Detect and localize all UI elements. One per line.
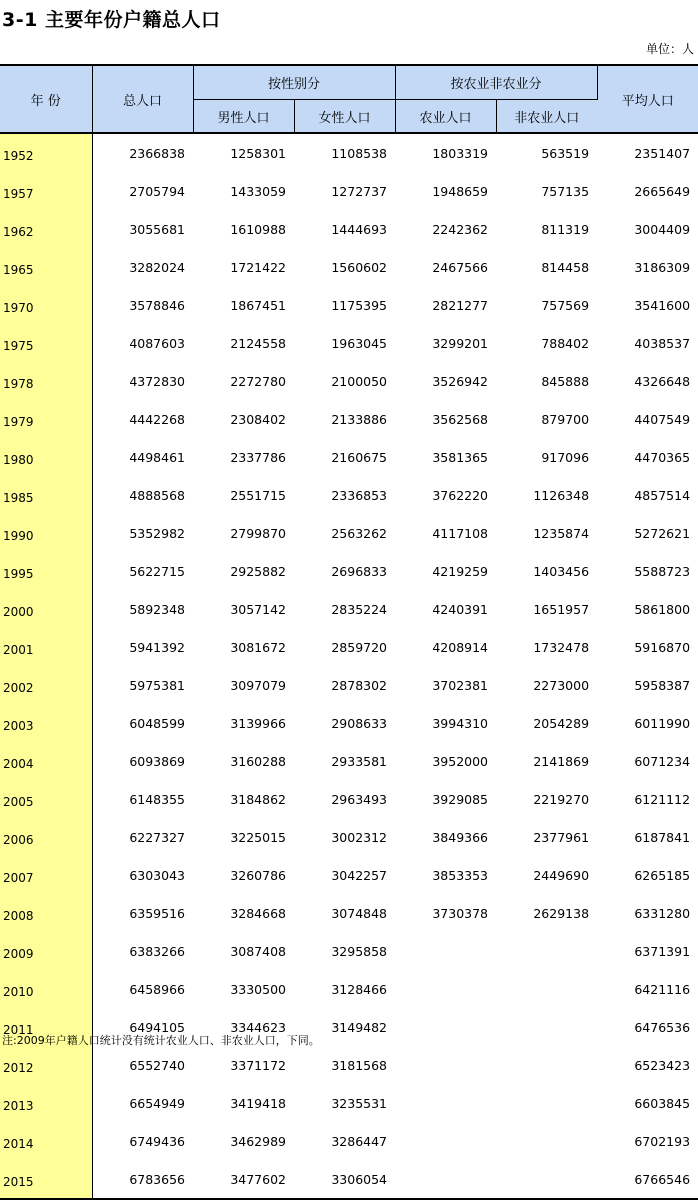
table-row bbox=[0, 628, 698, 666]
nonagri-cell: 2377961 bbox=[533, 829, 590, 845]
agri-cell bbox=[395, 970, 496, 1008]
avg-cell: 3004409 bbox=[634, 221, 691, 237]
agri-cell bbox=[395, 1160, 496, 1199]
male-cell: 3225015 bbox=[230, 829, 286, 845]
nonagri-cell bbox=[496, 1160, 597, 1199]
female-cell: 1175395 bbox=[331, 297, 388, 313]
male-cell: 3087408 bbox=[230, 943, 286, 959]
avg-cell: 6071234 bbox=[634, 753, 691, 769]
nonagri-cell: 757569 bbox=[541, 297, 590, 313]
nonagri-cell bbox=[496, 970, 597, 1008]
avg-cell: 5272621 bbox=[634, 525, 691, 541]
avg-cell: 6603845 bbox=[634, 1095, 691, 1111]
table-row bbox=[0, 438, 698, 476]
table-row bbox=[0, 780, 698, 818]
male-cell: 1721422 bbox=[230, 259, 286, 275]
female-cell: 1444693 bbox=[331, 221, 388, 237]
year-cell: 2003 bbox=[0, 704, 92, 742]
female-cell: 2100050 bbox=[331, 373, 388, 389]
table-row bbox=[0, 704, 698, 742]
total-cell: 4372830 bbox=[129, 373, 185, 389]
total-cell: 2366838 bbox=[129, 145, 185, 161]
year-cell: 2006 bbox=[0, 818, 92, 856]
year-cell: 2009 bbox=[0, 932, 92, 970]
avg-cell: 6766546 bbox=[597, 1160, 698, 1199]
avg-cell: 6011990 bbox=[634, 715, 691, 731]
nonagri-cell: 563519 bbox=[541, 145, 590, 161]
female-cell: 2336853 bbox=[331, 487, 388, 503]
year-cell: 1990 bbox=[0, 514, 92, 552]
nonagri-cell: 811319 bbox=[541, 221, 590, 237]
male-cell: 3260786 bbox=[230, 867, 286, 883]
page-title: 3-1 主要年份户籍总人口 bbox=[2, 9, 221, 31]
table-row bbox=[0, 172, 698, 210]
total-cell: 2705794 bbox=[129, 183, 185, 199]
agri-cell: 1803319 bbox=[432, 145, 489, 161]
agri-cell: 3581365 bbox=[432, 449, 489, 465]
male-cell: 1258301 bbox=[230, 145, 286, 161]
year-cell: 2000 bbox=[0, 590, 92, 628]
nonagri-cell: 917096 bbox=[541, 449, 590, 465]
avg-cell: 6331280 bbox=[634, 905, 691, 921]
total-cell: 5975381 bbox=[129, 677, 185, 693]
total-cell: 6552740 bbox=[129, 1057, 185, 1073]
agri-cell: 4240391 bbox=[432, 601, 489, 617]
total-cell: 4442268 bbox=[129, 411, 185, 427]
female-cell: 2563262 bbox=[331, 525, 388, 541]
avg-cell: 3541600 bbox=[634, 297, 691, 313]
agri-cell: 3562568 bbox=[432, 411, 489, 427]
nonagri-cell: 2629138 bbox=[533, 905, 590, 921]
female-cell: 2908633 bbox=[331, 715, 388, 731]
year-cell: 2010 bbox=[0, 970, 92, 1008]
avg-cell: 6476536 bbox=[634, 1019, 691, 1035]
year-cell: 1979 bbox=[0, 400, 92, 438]
year-cell: 2005 bbox=[0, 780, 92, 818]
table-row bbox=[0, 248, 698, 286]
table-row bbox=[0, 666, 698, 704]
male-cell: 3139966 bbox=[230, 715, 286, 731]
table-row bbox=[0, 1160, 698, 1199]
male-cell: 3160288 bbox=[230, 753, 286, 769]
female-cell: 3181568 bbox=[331, 1057, 388, 1073]
year-cell: 2001 bbox=[0, 628, 92, 666]
nonagri-cell: 814458 bbox=[541, 259, 590, 275]
male-cell: 2925882 bbox=[230, 563, 286, 579]
total-cell: 6654949 bbox=[129, 1095, 185, 1111]
header-total: 总人口 bbox=[92, 65, 193, 133]
avg-cell: 6421116 bbox=[634, 981, 691, 997]
avg-cell: 6121112 bbox=[634, 791, 691, 807]
male-cell: 2272780 bbox=[230, 373, 286, 389]
male-cell: 3081672 bbox=[230, 639, 286, 655]
avg-cell: 2665649 bbox=[634, 183, 691, 199]
agri-cell: 3526942 bbox=[432, 373, 489, 389]
agri-cell: 3994310 bbox=[432, 715, 489, 731]
table-row bbox=[0, 514, 698, 552]
nonagri-cell: 2054289 bbox=[533, 715, 590, 731]
header-female: 女性人口 bbox=[294, 100, 395, 134]
header-avg: 平均人口 bbox=[597, 65, 698, 133]
year-cell: 1965 bbox=[0, 248, 92, 286]
table-row bbox=[0, 324, 698, 362]
total-cell: 3578846 bbox=[129, 297, 185, 313]
total-cell: 3282024 bbox=[129, 259, 185, 275]
avg-cell: 6702193 bbox=[634, 1133, 691, 1149]
total-cell: 6749436 bbox=[129, 1133, 185, 1149]
male-cell: 1610988 bbox=[230, 221, 286, 237]
female-cell: 1560602 bbox=[331, 259, 388, 275]
female-cell: 2696833 bbox=[331, 563, 388, 579]
year-cell: 1978 bbox=[0, 362, 92, 400]
table-row bbox=[0, 1122, 698, 1160]
avg-cell: 5916870 bbox=[634, 639, 691, 655]
agri-cell: 3299201 bbox=[432, 335, 489, 351]
male-cell: 2308402 bbox=[230, 411, 286, 427]
female-cell: 3286447 bbox=[331, 1133, 388, 1149]
avg-cell: 6523423 bbox=[634, 1057, 691, 1073]
male-cell: 2337786 bbox=[230, 449, 286, 465]
table-row bbox=[0, 1046, 698, 1084]
year-cell: 2008 bbox=[0, 894, 92, 932]
female-cell: 2933581 bbox=[331, 753, 388, 769]
table-row bbox=[0, 400, 698, 438]
nonagri-cell: 1651957 bbox=[533, 601, 590, 617]
total-cell: 6458966 bbox=[129, 981, 185, 997]
year-cell: 2015 bbox=[0, 1160, 92, 1199]
avg-cell: 4038537 bbox=[634, 335, 691, 351]
agri-cell: 3849366 bbox=[432, 829, 489, 845]
avg-cell: 4326648 bbox=[634, 373, 691, 389]
total-cell: 6148355 bbox=[129, 791, 185, 807]
total-cell: 5892348 bbox=[129, 601, 185, 617]
total-cell: 6303043 bbox=[129, 867, 185, 883]
nonagri-cell: 788402 bbox=[541, 335, 590, 351]
agri-cell: 3762220 bbox=[432, 487, 489, 503]
year-cell: 1995 bbox=[0, 552, 92, 590]
nonagri-cell bbox=[496, 1084, 597, 1122]
table-row bbox=[0, 742, 698, 780]
agri-cell: 4219259 bbox=[432, 563, 489, 579]
nonagri-cell bbox=[496, 1008, 597, 1046]
avg-cell: 6265185 bbox=[634, 867, 691, 883]
agri-cell bbox=[395, 1084, 496, 1122]
female-cell: 2160675 bbox=[331, 449, 388, 465]
agri-cell bbox=[395, 1008, 496, 1046]
avg-cell: 5588723 bbox=[634, 563, 691, 579]
total-cell: 6093869 bbox=[129, 753, 185, 769]
total-cell: 5622715 bbox=[129, 563, 185, 579]
male-cell: 3097079 bbox=[230, 677, 286, 693]
nonagri-cell: 2141869 bbox=[533, 753, 590, 769]
agri-cell: 3853353 bbox=[432, 867, 489, 883]
year-cell: 2004 bbox=[0, 742, 92, 780]
female-cell: 3002312 bbox=[331, 829, 388, 845]
female-cell: 2859720 bbox=[331, 639, 388, 655]
male-cell: 3344623 bbox=[230, 1019, 286, 1035]
agri-cell: 2467566 bbox=[432, 259, 489, 275]
nonagri-cell bbox=[496, 1122, 597, 1160]
footnote: 注:2009年户籍人口统计没有统计农业人口、非农业人口，下同。 bbox=[2, 1034, 320, 1047]
male-cell: 3330500 bbox=[230, 981, 286, 997]
female-cell: 3128466 bbox=[331, 981, 388, 997]
agri-cell: 2242362 bbox=[432, 221, 489, 237]
male-cell: 2799870 bbox=[230, 525, 286, 541]
female-cell: 1963045 bbox=[331, 335, 388, 351]
table-row bbox=[0, 932, 698, 970]
nonagri-cell: 1403456 bbox=[533, 563, 590, 579]
nonagri-cell: 2219270 bbox=[533, 791, 590, 807]
table-row bbox=[0, 133, 698, 172]
total-cell: 3055681 bbox=[129, 221, 185, 237]
avg-cell: 2351407 bbox=[634, 145, 691, 161]
male-cell: 3477602 bbox=[193, 1160, 294, 1199]
year-cell: 2011 bbox=[0, 1008, 92, 1046]
header-by-sex: 按性别分 bbox=[193, 65, 395, 100]
male-cell: 3284668 bbox=[230, 905, 286, 921]
table-row bbox=[0, 552, 698, 590]
agri-cell: 3730378 bbox=[432, 905, 489, 921]
agri-cell bbox=[395, 1046, 496, 1084]
total-cell: 5352982 bbox=[129, 525, 185, 541]
table-row bbox=[0, 362, 698, 400]
male-cell: 1867451 bbox=[230, 297, 286, 313]
nonagri-cell: 1235874 bbox=[533, 525, 590, 541]
avg-cell: 5861800 bbox=[634, 601, 691, 617]
male-cell: 2551715 bbox=[230, 487, 286, 503]
nonagri-cell: 757135 bbox=[541, 183, 590, 199]
year-cell: 1970 bbox=[0, 286, 92, 324]
header-agri: 农业人口 bbox=[395, 100, 496, 134]
avg-cell: 4470365 bbox=[634, 449, 691, 465]
header-by-agri: 按农业非农业分 bbox=[395, 65, 597, 100]
total-cell: 6783656 bbox=[92, 1160, 193, 1199]
year-cell: 1975 bbox=[0, 324, 92, 362]
table-row bbox=[0, 210, 698, 248]
total-cell: 6227327 bbox=[129, 829, 185, 845]
table-row bbox=[0, 894, 698, 932]
year-cell: 1980 bbox=[0, 438, 92, 476]
female-cell: 2878302 bbox=[331, 677, 388, 693]
avg-cell: 6187841 bbox=[634, 829, 691, 845]
total-cell: 6359516 bbox=[129, 905, 185, 921]
male-cell: 3057142 bbox=[230, 601, 286, 617]
year-cell: 1985 bbox=[0, 476, 92, 514]
agri-cell: 4208914 bbox=[432, 639, 489, 655]
female-cell: 2835224 bbox=[331, 601, 388, 617]
female-cell: 1108538 bbox=[331, 145, 388, 161]
table-row bbox=[0, 1084, 698, 1122]
female-cell: 3306054 bbox=[294, 1160, 395, 1199]
table-row bbox=[0, 590, 698, 628]
total-cell: 6494105 bbox=[129, 1019, 185, 1035]
agri-cell: 3929085 bbox=[432, 791, 489, 807]
nonagri-cell bbox=[496, 1046, 597, 1084]
year-cell: 1952 bbox=[0, 133, 92, 172]
agri-cell bbox=[395, 932, 496, 970]
male-cell: 3371172 bbox=[230, 1057, 286, 1073]
year-cell: 2014 bbox=[0, 1122, 92, 1160]
table-row bbox=[0, 970, 698, 1008]
total-cell: 4087603 bbox=[129, 335, 185, 351]
male-cell: 3184862 bbox=[230, 791, 286, 807]
male-cell: 3462989 bbox=[230, 1133, 286, 1149]
table-row bbox=[0, 856, 698, 894]
header-year: 年 份 bbox=[0, 65, 92, 133]
nonagri-cell: 879700 bbox=[541, 411, 590, 427]
year-cell: 2007 bbox=[0, 856, 92, 894]
year-cell: 1962 bbox=[0, 210, 92, 248]
avg-cell: 6371391 bbox=[634, 943, 691, 959]
agri-cell: 3952000 bbox=[432, 753, 489, 769]
nonagri-cell bbox=[496, 932, 597, 970]
avg-cell: 3186309 bbox=[634, 259, 691, 275]
female-cell: 2133886 bbox=[331, 411, 388, 427]
female-cell: 3149482 bbox=[331, 1019, 388, 1035]
table-row bbox=[0, 818, 698, 856]
total-cell: 6383266 bbox=[129, 943, 185, 959]
male-cell: 3419418 bbox=[230, 1095, 286, 1111]
male-cell: 1433059 bbox=[230, 183, 286, 199]
year-cell: 2012 bbox=[0, 1046, 92, 1084]
female-cell: 3074848 bbox=[331, 905, 388, 921]
total-cell: 4888568 bbox=[129, 487, 185, 503]
year-cell: 2002 bbox=[0, 666, 92, 704]
agri-cell: 1948659 bbox=[432, 183, 489, 199]
nonagri-cell: 2273000 bbox=[533, 677, 590, 693]
total-cell: 6048599 bbox=[129, 715, 185, 731]
agri-cell: 3702381 bbox=[432, 677, 489, 693]
female-cell: 2963493 bbox=[331, 791, 388, 807]
avg-cell: 5958387 bbox=[634, 677, 691, 693]
nonagri-cell: 845888 bbox=[541, 373, 590, 389]
year-cell: 1957 bbox=[0, 172, 92, 210]
nonagri-cell: 1126348 bbox=[533, 487, 590, 503]
unit-label: 单位：人 bbox=[645, 42, 694, 56]
female-cell: 3042257 bbox=[331, 867, 388, 883]
header-male: 男性人口 bbox=[193, 100, 294, 134]
agri-cell: 4117108 bbox=[432, 525, 489, 541]
agri-cell: 2821277 bbox=[432, 297, 489, 313]
avg-cell: 4407549 bbox=[634, 411, 691, 427]
table-row bbox=[0, 286, 698, 324]
nonagri-cell: 2449690 bbox=[533, 867, 590, 883]
year-cell: 2013 bbox=[0, 1084, 92, 1122]
avg-cell: 4857514 bbox=[634, 487, 691, 503]
female-cell: 1272737 bbox=[331, 183, 388, 199]
total-cell: 5941392 bbox=[129, 639, 185, 655]
table-row bbox=[0, 476, 698, 514]
agri-cell bbox=[395, 1122, 496, 1160]
female-cell: 3235531 bbox=[331, 1095, 388, 1111]
male-cell: 2124558 bbox=[230, 335, 286, 351]
population-table bbox=[0, 64, 698, 1200]
total-cell: 4498461 bbox=[129, 449, 185, 465]
header-nonagri: 非农业人口 bbox=[496, 100, 597, 134]
female-cell: 3295858 bbox=[331, 943, 388, 959]
nonagri-cell: 1732478 bbox=[533, 639, 590, 655]
